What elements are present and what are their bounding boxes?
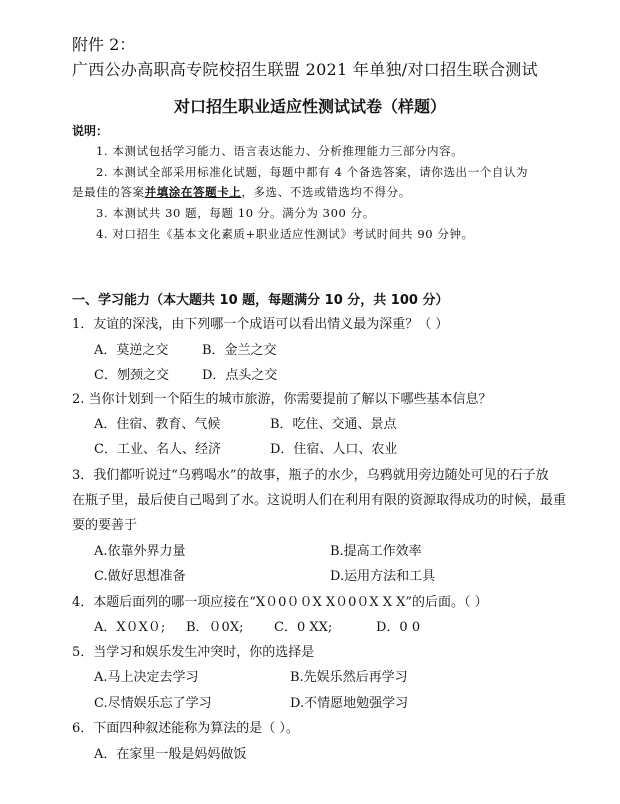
note-2-text-b: ，多选、不选或错选均不得分。 (241, 185, 411, 199)
question-3-option-c: C.做好思想准备 (94, 569, 186, 584)
note-3: 3. 本测试共 30 题，每题 10 分。满分为 300 分。 (96, 206, 375, 220)
question-1-option-c: C．刎颈之交 (94, 368, 169, 383)
question-6-stem: 6．下面四种叙述能称为算法的是（ ）。 (72, 721, 299, 736)
question-1-option-b: B．金兰之交 (202, 343, 277, 358)
question-4-option-d: D．0 0 (376, 620, 421, 635)
question-4-stem: 4．本题后面列的哪一项应接在“X０0００X X０0０X X X”的后面。（ ） (72, 595, 488, 610)
question-3-stem-line-2: 在瓶子里，最后使自己喝到了水。这说明人们在利用有限的资源取得成功的时候，最重 (72, 493, 567, 508)
question-3-option-b: B.提高工作效率 (330, 544, 422, 559)
question-3-option-a: A.依靠外界力量 (94, 544, 186, 559)
question-1-option-d: D．点头之交 (202, 368, 278, 383)
question-2-option-b: B．吃住、交通、景点 (270, 417, 397, 432)
note-2-continued (72, 184, 411, 200)
question-4-option-a: A．X０X０; (94, 620, 166, 635)
note-2-text-a: 是最佳的答案 (72, 185, 145, 199)
note-2-emphasis: 并填涂在答题卡上 (144, 185, 242, 199)
note-4: 4. 对口招生《基本文化素质+职业适应性测试》考试时间共 90 分钟。 (96, 227, 474, 241)
question-5-option-c: C.尽情娱乐忘了学习 (94, 696, 212, 711)
question-2-option-a: A．住宿、教育、气候 (94, 417, 221, 432)
question-5-option-d: D.不情愿地勉强学习 (290, 696, 409, 711)
question-1-option-a: A．莫逆之交 (94, 343, 169, 358)
page-title: 对口招生职业适应性测试试卷（样题） (173, 97, 446, 116)
doc-header: 广西公办高职高专院校招生联盟 2021 年单独/对口招生联合测试 (72, 60, 538, 79)
attachment-label: 附件 2： (72, 35, 136, 54)
question-3-stem-line-1: 3．我们都听说过“乌鸦喝水”的故事，瓶子的水少，乌鸦就用旁边随处可见的石子放 (72, 468, 549, 483)
question-1-stem: 1．友谊的深浅，由下列哪一个成语可以看出情义最为深重？（ ） (72, 317, 449, 332)
question-3-stem-line-3: 要的要善于 (72, 518, 138, 533)
question-4-option-b: B．０0X; (186, 620, 244, 635)
question-5-option-a: A.马上决定去学习 (94, 670, 199, 685)
question-5-option-b: B.先娱乐然后再学习 (290, 670, 408, 685)
section-title: 一、学习能力（本大题共 10 题，每题满分 10 分，共 100 分） (72, 293, 449, 308)
note-1: 1. 本测试包括学习能力、语言表达能力、分析推理能力三部分内容。 (96, 144, 464, 158)
question-2-option-d: D．住宿、人口、农业 (270, 442, 398, 457)
question-5-stem: 5．当学习和娱乐发生冲突时，你的选择是 (72, 645, 315, 660)
question-2-stem: 2. 当你计划到一个陌生的城市旅游，你需要提前了解以下哪些基本信息？ (72, 392, 492, 407)
notes-label: 说明： (72, 124, 109, 138)
note-2: 2. 本测试全部采用标准化试题，每题中都有 4 个备选答案，请你选出一个自认为 (96, 165, 529, 179)
question-2-option-c: C．工业、名人、经济 (94, 442, 221, 457)
question-6-option-a: A．在家里一般是妈妈做饭 (94, 747, 247, 762)
question-3-option-d: D.运用方法和工具 (330, 569, 436, 584)
question-4-option-c: C．0 XX; (274, 620, 333, 635)
